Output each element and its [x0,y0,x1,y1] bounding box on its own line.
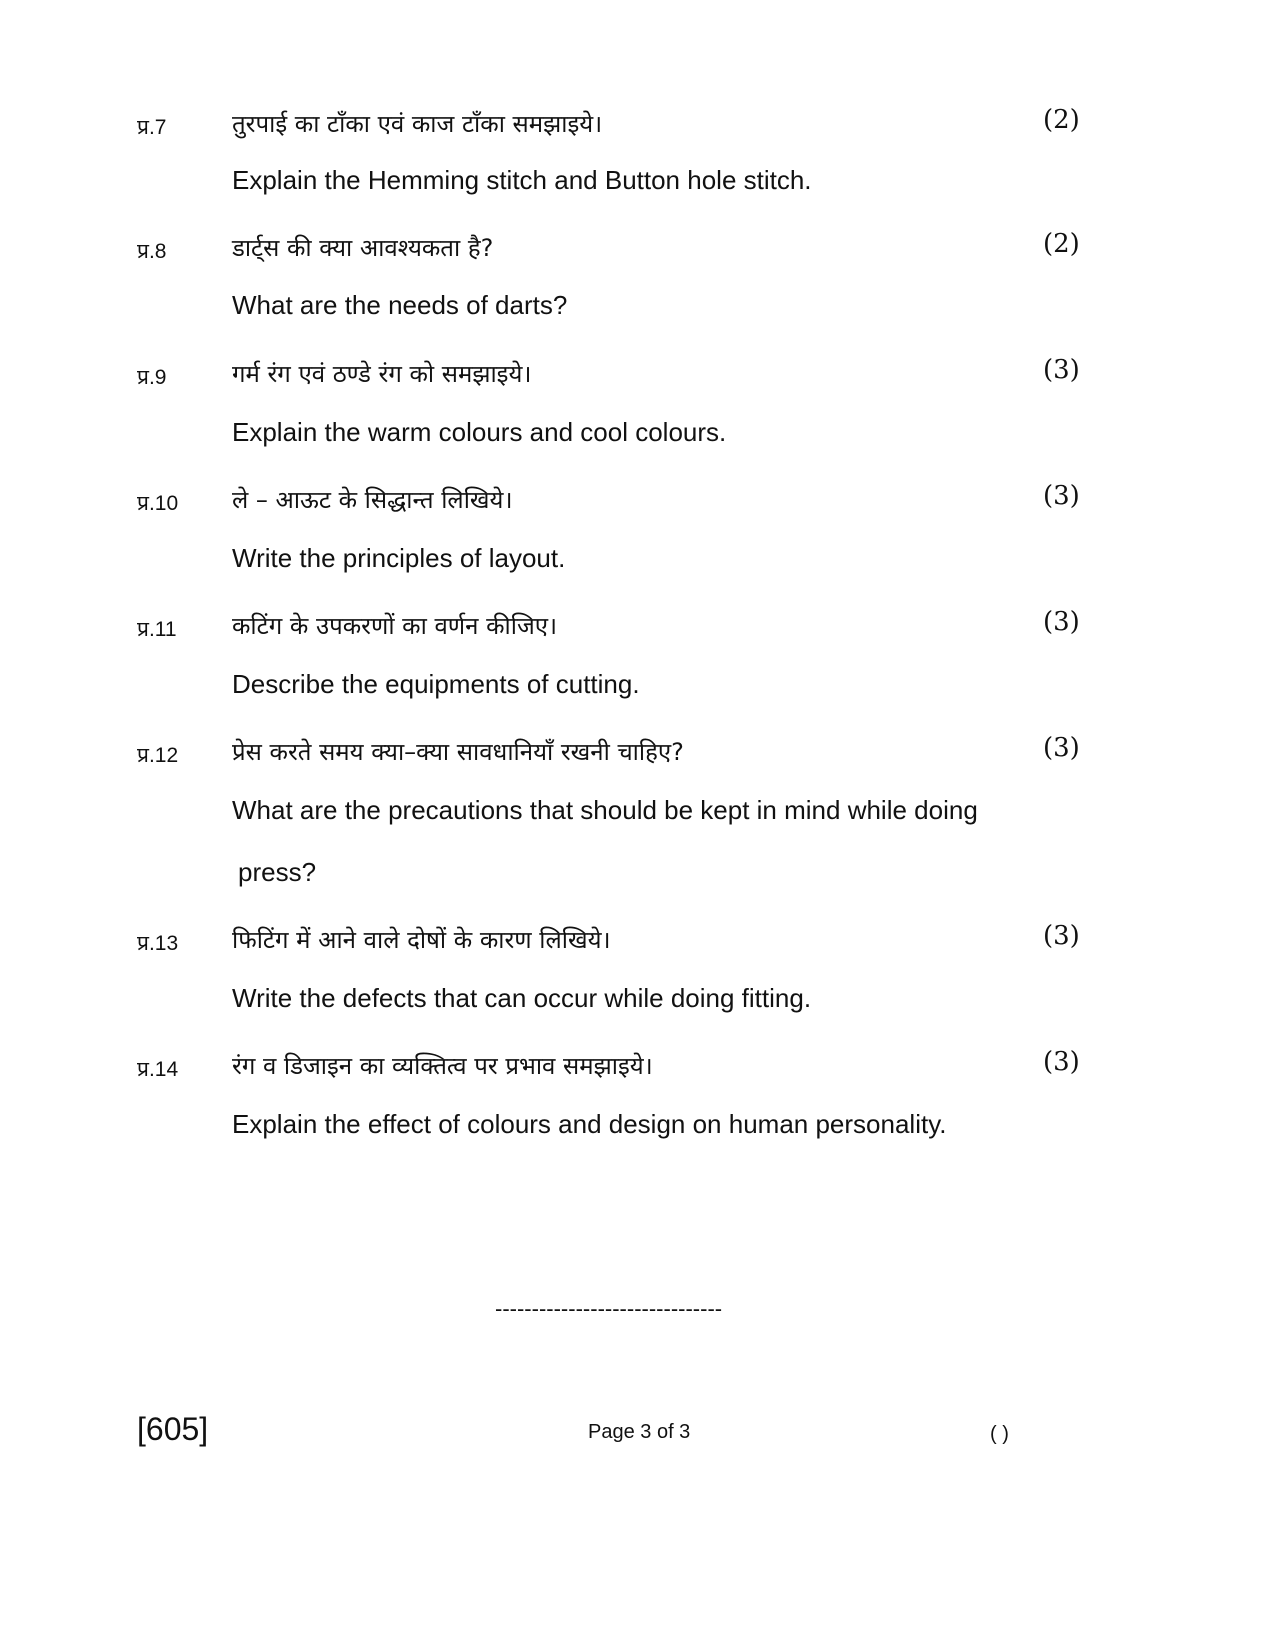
question-number: प्र.9 [137,366,167,389]
paper-code: [605] [137,1411,209,1447]
question-11 [0,603,1275,643]
question-text-hindi: गर्म रंग एवं ठण्डे रंग को समझाइये। [232,360,532,388]
question-number: प्र.11 [137,618,177,641]
question-text-english: Explain the Hemming stitch and Button hole stitch. [232,165,812,195]
question-text-hindi: तुरपाई का टाँका एवं काज टाँका समझाइये। [232,110,603,138]
question-14 [0,1043,1275,1083]
question-text-english-continued: press? [238,857,317,887]
question-marks: (3) [1043,921,1080,951]
question-text-hindi: फिटिंग में आने वाले दोषों के कारण लिखिये। [232,926,611,954]
question-number: प्र.8 [137,240,167,263]
question-10 [0,477,1275,517]
page-number: Page 3 of 3 [588,1421,691,1443]
question-marks: (3) [1043,733,1080,763]
footer-parentheses: ( ) [990,1423,1009,1445]
question-marks: (3) [1043,481,1080,511]
question-8 [0,225,1275,265]
question-text-english: Describe the equipments of cutting. [232,669,640,699]
question-marks: (3) [1043,1047,1080,1077]
question-text-hindi: ले – आऊट के सिद्धान्त लिखिये। [232,486,513,514]
question-number: प्र.13 [137,932,179,955]
question-number: प्र.7 [137,116,167,139]
question-marks: (3) [1043,607,1080,637]
question-number: प्र.12 [137,744,179,767]
question-12 [0,729,1275,769]
question-text-english: Explain the warm colours and cool colours. [232,417,727,447]
question-text-hindi: रंग व डिजाइन का व्यक्तित्व पर प्रभाव समझाइये। [232,1052,653,1080]
question-text-english: Explain the effect of colours and design on human personality. [232,1109,947,1139]
question-marks: (3) [1043,355,1080,385]
end-divider: ------------------------------- [495,1296,723,1321]
question-text-hindi: कटिंग के उपकरणों का वर्णन कीजिए। [232,612,558,640]
question-marks: (2) [1043,105,1080,135]
question-number: प्र.14 [137,1058,179,1081]
question-text-hindi: प्रेस करते समय क्या–क्या सावधानियाँ रखनी चाहिए? [232,738,684,766]
question-text-english: What are the needs of darts? [232,290,568,320]
question-text-english: Write the principles of layout. [232,543,566,573]
question-text-english: What are the precautions that should be kept in mind while doing [232,795,978,825]
question-text-hindi: डार्ट्स की क्या आवश्यकता है? [232,234,494,262]
question-13 [0,917,1275,957]
question-9 [0,351,1275,391]
question-number: प्र.10 [137,492,179,515]
question-text-english: Write the defects that can occur while doing fitting. [232,983,812,1013]
question-marks: (2) [1043,229,1080,259]
question-7 [0,101,1275,141]
